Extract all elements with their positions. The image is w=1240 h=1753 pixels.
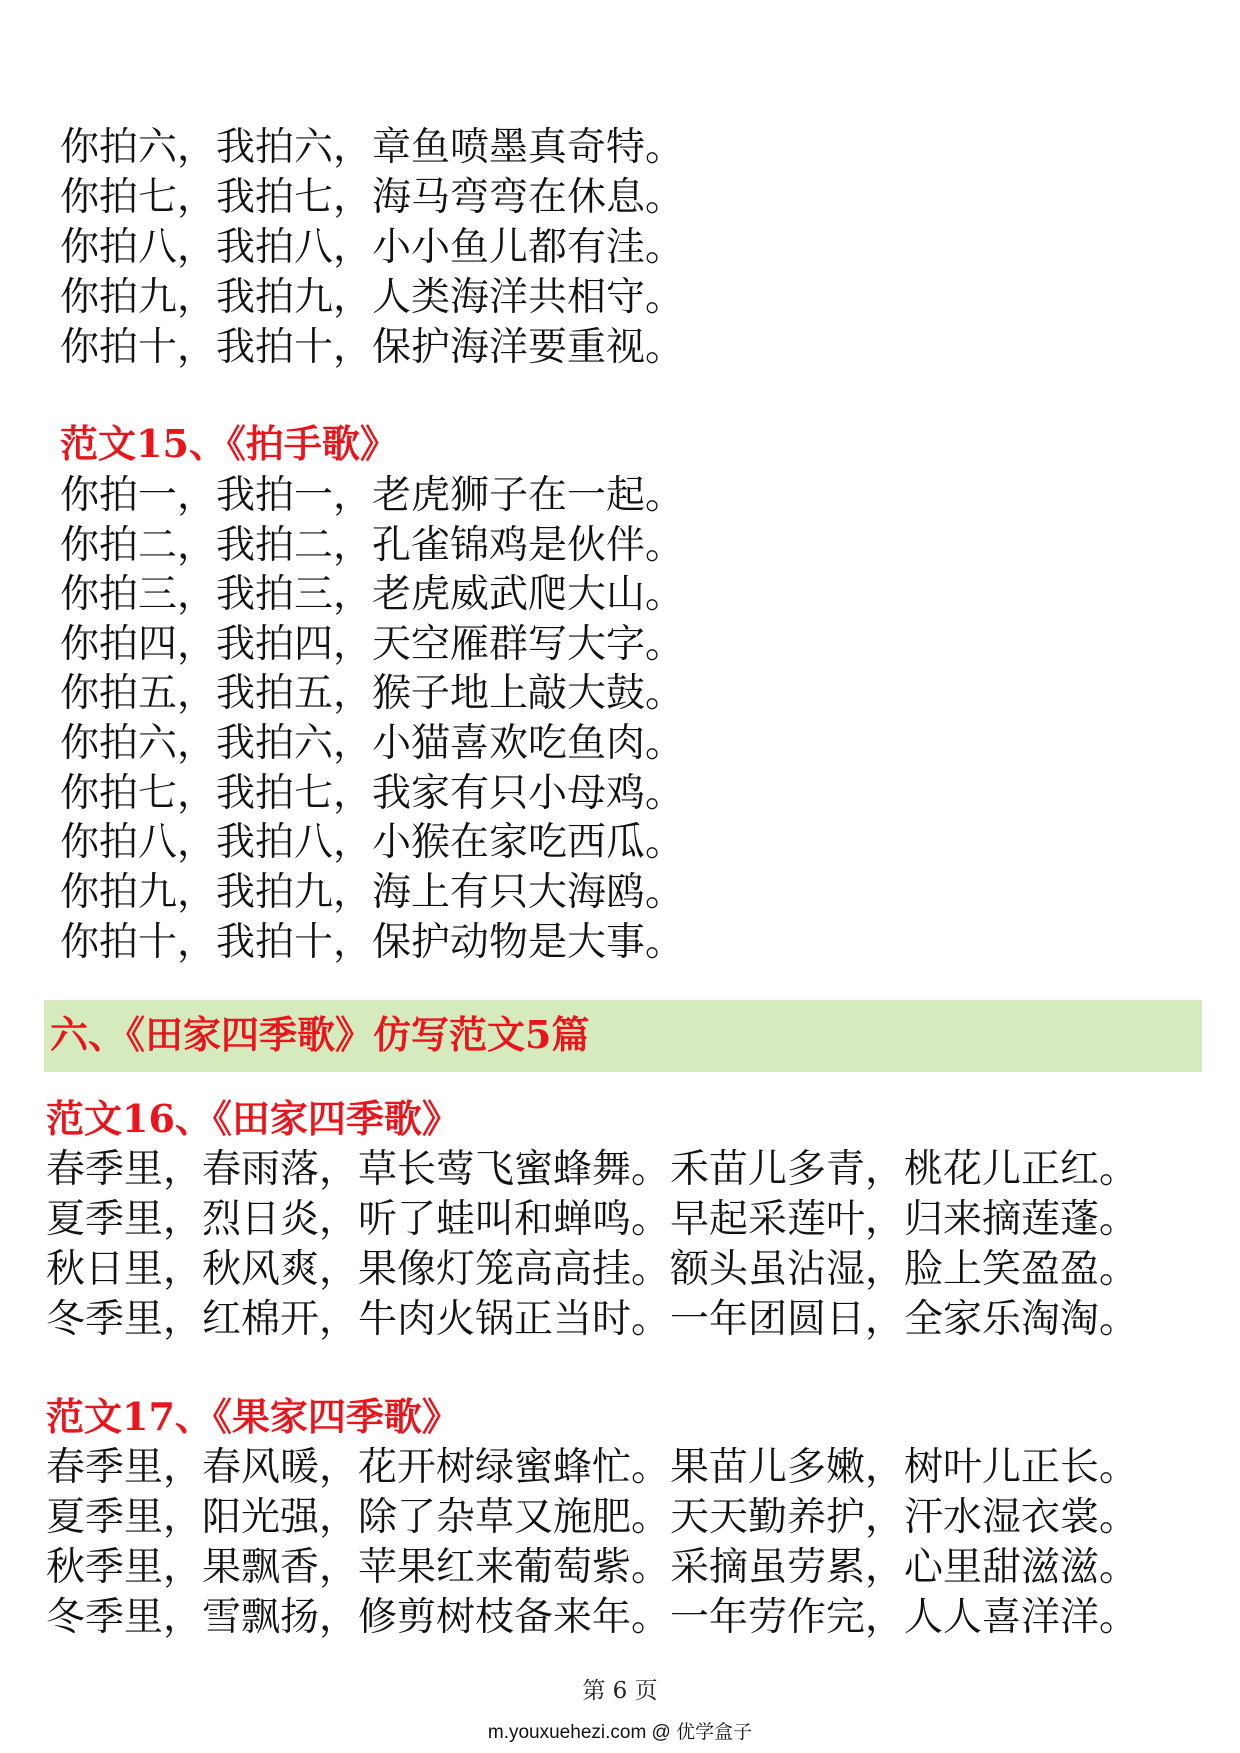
poem-line: 你拍九，我拍九，海上有只大海鸥。 xyxy=(60,870,685,915)
site-watermark: m.youxuehezi.com @ 优学盒子 xyxy=(487,1722,753,1743)
essay-title: 范文17、《果家四季歌》 xyxy=(46,1394,460,1439)
poem-line: 你拍十，我拍十，保护海洋要重视。 xyxy=(60,325,685,370)
section-heading-band xyxy=(44,1000,1202,1072)
poem-line: 春季里，春雨落，草长莺飞蜜蜂舞。禾苗儿多青，桃花儿正红。 xyxy=(46,1147,1139,1192)
poem-line: 你拍三，我拍三，老虎威武爬大山。 xyxy=(60,572,685,617)
essay-title: 范文16、《田家四季歌》 xyxy=(46,1096,460,1141)
poem-line: 你拍七，我拍七，我家有只小母鸡。 xyxy=(60,771,685,816)
poem-line: 你拍十，我拍十，保护动物是大事。 xyxy=(60,920,685,965)
poem-line: 你拍七，我拍七，海马弯弯在休息。 xyxy=(60,175,685,220)
poem-line: 你拍八，我拍八，小猴在家吃西瓜。 xyxy=(60,820,685,865)
poem-line: 冬季里，雪飘扬，修剪树枝备来年。一年劳作完，人人喜洋洋。 xyxy=(46,1595,1139,1640)
poem-line: 你拍六，我拍六，小猫喜欢吃鱼肉。 xyxy=(60,721,685,766)
page-number: 第 6 页 xyxy=(582,1678,658,1704)
poem-line: 你拍二，我拍二，孔雀锦鸡是伙伴。 xyxy=(60,523,685,568)
poem-line: 你拍五，我拍五，猴子地上敲大鼓。 xyxy=(60,671,685,716)
essay-title: 范文15、《拍手歌》 xyxy=(60,421,398,466)
poem-line: 秋季里，果飘香，苹果红来葡萄紫。采摘虽劳累，心里甜滋滋。 xyxy=(46,1545,1139,1590)
poem-line: 你拍六，我拍六，章鱼喷墨真奇特。 xyxy=(60,125,685,170)
poem-line: 春季里，春风暖，花开树绿蜜蜂忙。果苗儿多嫩，树叶儿正长。 xyxy=(46,1445,1139,1490)
poem-line: 秋日里，秋风爽，果像灯笼高高挂。额头虽沾湿，脸上笑盈盈。 xyxy=(46,1247,1139,1292)
poem-line: 你拍四，我拍四，天空雁群写大字。 xyxy=(60,622,685,667)
poem-line: 夏季里，阳光强，除了杂草又施肥。天天勤养护，汗水湿衣裳。 xyxy=(46,1495,1139,1540)
poem-line: 你拍一，我拍一，老虎狮子在一起。 xyxy=(60,473,685,518)
poem-line: 冬季里，红棉开，牛肉火锅正当时。一年团圆日，全家乐淘淘。 xyxy=(46,1297,1139,1342)
poem-line: 你拍八，我拍八，小小鱼儿都有洼。 xyxy=(60,225,685,270)
section-heading: 六、《田家四季歌》仿写范文5篇 xyxy=(50,1012,590,1057)
poem-line: 夏季里，烈日炎，听了蛙叫和蝉鸣。早起采莲叶，归来摘莲蓬。 xyxy=(46,1197,1139,1242)
poem-line: 你拍九，我拍九，人类海洋共相守。 xyxy=(60,275,685,320)
